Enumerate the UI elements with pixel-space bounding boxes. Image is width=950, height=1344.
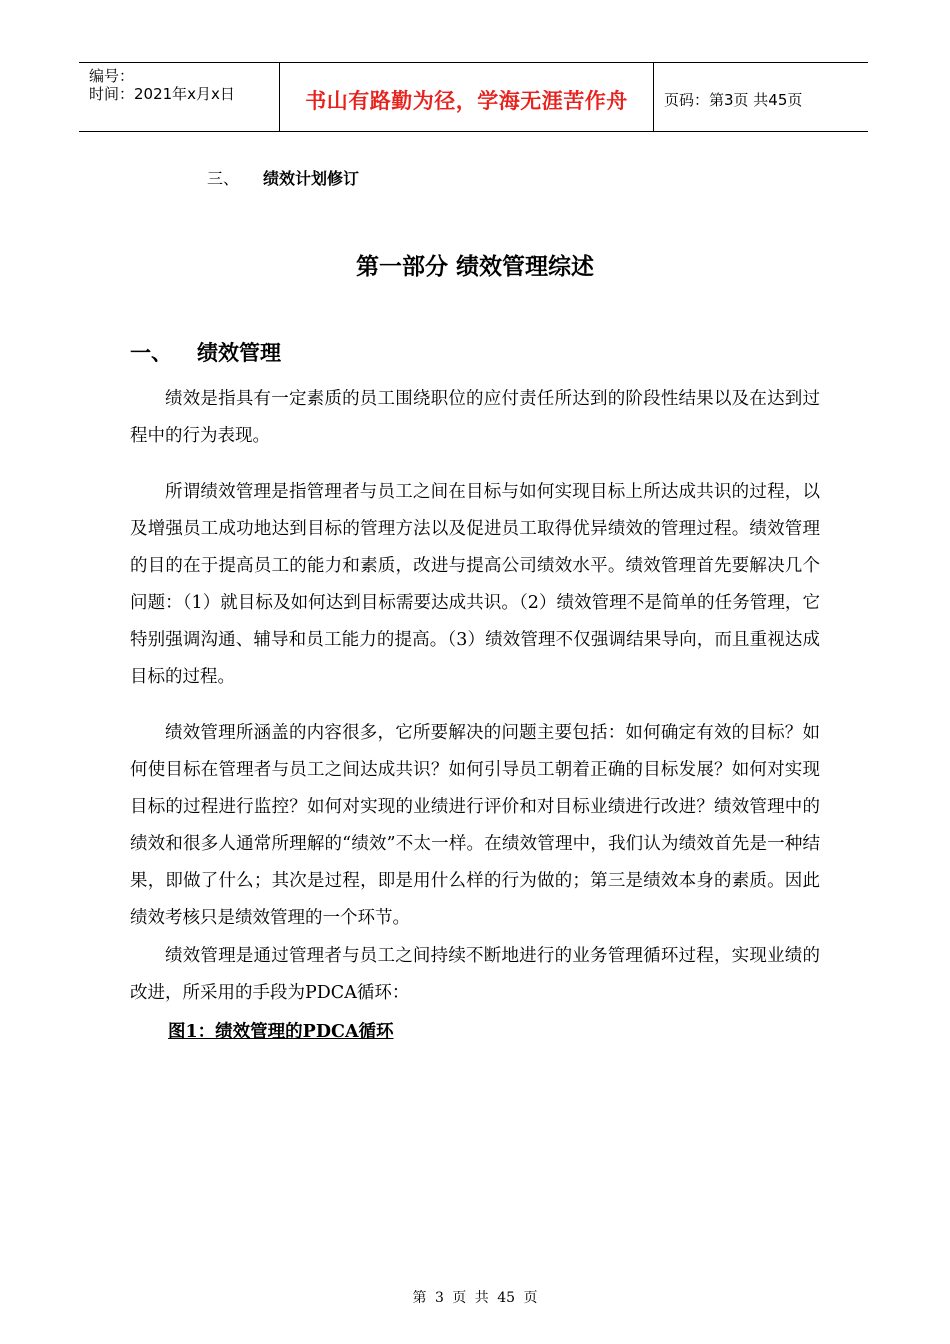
time-label: 时间：2021年x月x日 — [89, 85, 235, 103]
paragraph-pdca: 绩效管理是通过管理者与员工之间持续不断地进行的业务管理循环过程，实现业绩的改进，所采用的手段为PDCA循环： — [130, 946, 820, 1003]
header-motto: 书山有路勤为径，学海无涯苦作舟 — [305, 89, 628, 113]
section-title: 绩效管理 — [197, 341, 281, 365]
paragraph-definition: 绩效是指具有一定素质的员工围绕职位的应付责任所达到的阶段性结果以及在达到过程中的行为表现。 — [130, 389, 820, 446]
page-header — [79, 62, 868, 132]
section-heading — [130, 337, 281, 367]
section-number: 一、 — [130, 341, 172, 365]
header-page-cell — [654, 63, 868, 131]
outline-item-text: 绩效计划修订 — [263, 169, 360, 188]
header-motto-cell — [280, 63, 654, 131]
part-title: 第一部分 绩效管理综述 — [355, 254, 594, 280]
outline-item-number: 三、 — [207, 169, 240, 188]
outline-item — [207, 166, 359, 189]
page-footer: 第 3 页 共 45 页 — [412, 1290, 538, 1306]
paragraph-scope: 绩效管理所涵盖的内容很多，它所要解决的问题主要包括：如何确定有效的目标？如何使目标在管理者与员工之间达成共识？如何引导员工朝着正确的目标发展？如何对实现目标的过程进行监控？如何对实现的业绩进行评价和对目标业绩进行改进？绩效管理中的绩效和很多人通常所理解的“绩效”不太一样。在绩效管理中，我们认为绩效首先是一种结果，即做了什么；其次是过程，即是用什么样的行为做的；第三是绩效本身的素质。因此绩效考核只是绩效管理的一个环节。 — [130, 723, 820, 928]
header-meta-cell — [79, 63, 280, 131]
figure-caption: 图1：绩效管理的PDCA循环 — [168, 1022, 394, 1042]
serial-number-label: 编号： — [89, 67, 135, 85]
header-page-info: 页码：第3页 共45页 — [664, 91, 803, 109]
paragraph-management: 所谓绩效管理是指管理者与员工之间在目标与如何实现目标上所达成共识的过程，以及增强员工成功地达到目标的管理方法以及促进员工取得优异绩效的管理过程。绩效管理的目的在于提高员工的能力和素质，改进与提高公司绩效水平。绩效管理首先要解决几个问题：（1）就目标及如何达到目标需要达成共识。（2）绩效管理不是简单的任务管理，它特别强调沟通、辅导和员工能力的提高。（3）绩效管理不仅强调结果导向，而且重视达成目标的过程。 — [130, 482, 820, 687]
